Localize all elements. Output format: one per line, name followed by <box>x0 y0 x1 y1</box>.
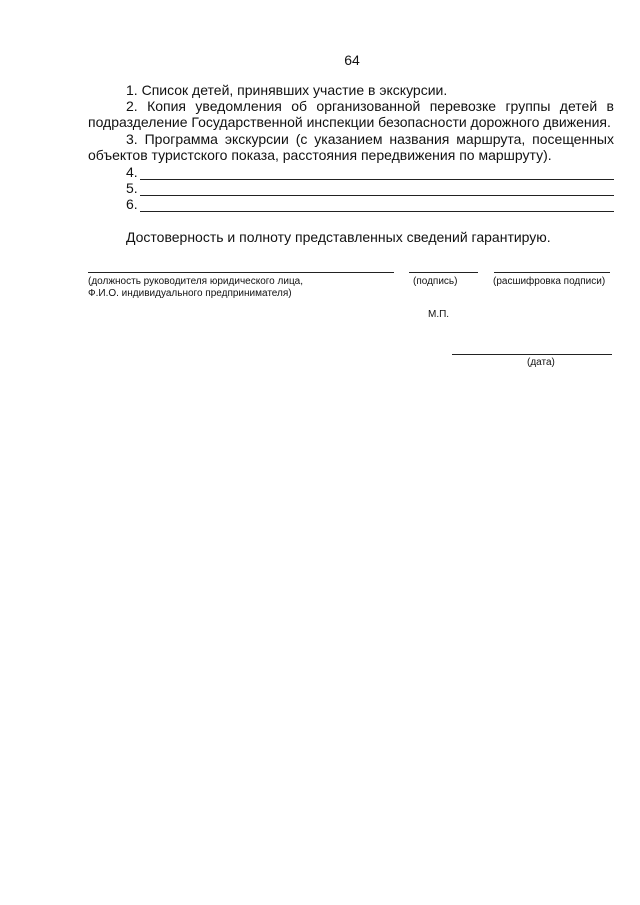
signature-caption: (подпись) <box>413 276 458 287</box>
list-item-2 <box>88 98 614 130</box>
blank-item-number: 4. <box>126 164 138 180</box>
attestation-text: Достоверность и полноту представленных сведений гарантирую. <box>126 229 551 245</box>
position-line[interactable] <box>88 272 394 273</box>
page-number: 64 <box>344 52 360 68</box>
list-item-number: 3. <box>126 131 138 147</box>
stamp-placeholder: М.П. <box>428 309 450 320</box>
signature-line[interactable] <box>409 272 478 273</box>
blank-fill-line[interactable] <box>140 183 614 196</box>
blank-item-6 <box>126 196 614 212</box>
blank-item-4 <box>126 164 614 180</box>
list-item-number: 2. <box>126 98 138 114</box>
position-caption-line2: Ф.И.О. индивидуального предпринимателя) <box>88 288 292 299</box>
list-item-text: Копия уведомления об организованной перевозке группы детей в подразделение Государственной инспекции безопасности дорожного движения. <box>88 98 614 130</box>
blank-item-number: 5. <box>126 180 138 196</box>
decoding-line[interactable] <box>494 272 610 273</box>
blank-fill-line[interactable] <box>140 199 614 212</box>
position-caption-line1: (должность руководителя юридического лица, <box>88 276 304 287</box>
list-item-number: 1. <box>126 82 138 98</box>
blank-item-number: 6. <box>126 196 138 212</box>
position-caption <box>88 276 303 300</box>
decoding-caption: (расшифровка подписи) <box>493 276 606 287</box>
date-line[interactable] <box>452 354 612 355</box>
blank-fill-line[interactable] <box>140 167 614 180</box>
list-item-3 <box>88 131 614 163</box>
blank-item-5 <box>126 180 614 196</box>
date-caption: (дата) <box>527 357 555 368</box>
list-item-1 <box>88 82 614 98</box>
list-item-text: Список детей, принявших участие в экскурсии. <box>141 82 448 98</box>
list-item-text: Программа экскурсии (с указанием названия маршрута, посещенных объектов туристского показа, расстояния передвижения по маршруту). <box>88 131 614 163</box>
